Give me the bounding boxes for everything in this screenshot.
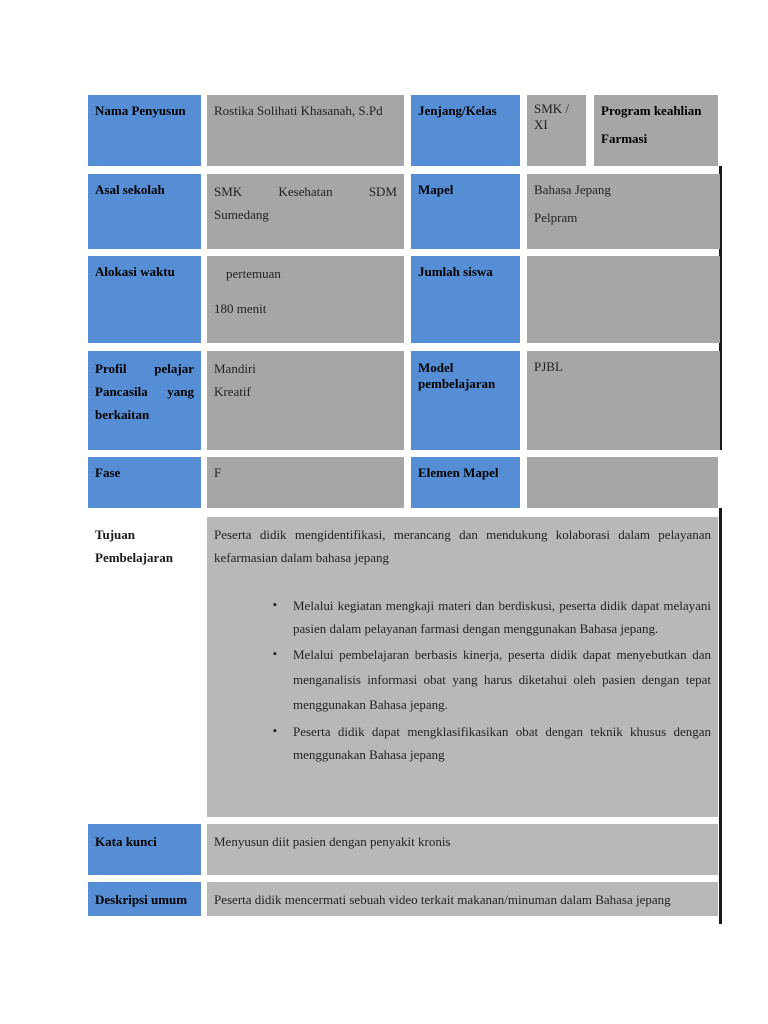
asal-sekolah-line1: SMK Kesehatan SDM [214, 184, 397, 199]
fase-label: Fase [88, 457, 201, 508]
profil-pelajar-value [207, 351, 404, 450]
jenjang-kelas-value: SMK / XI [527, 95, 586, 166]
tujuan-list [293, 594, 711, 766]
program-keahlian-value: Farmasi [601, 131, 648, 146]
tujuan-item-2: ▪ Melalui pembelajaran berbasis kinerja, peserta didik dapat menyebutkan dan menganalisis informasi obat yang harus diketahui oleh pasien dengan tepat menggunakan Bahasa jepang. [293, 642, 711, 717]
program-keahlian-cell [594, 95, 718, 166]
nama-penyusun-label: Nama Penyusun [88, 95, 201, 166]
tujuan-intro: Peserta didik mengidentifikasi, merancang dan mendukung kolaborasi dalam pelayanan kefarmasian dalam bahasa jepang [214, 527, 711, 565]
mapel-label: Mapel [411, 174, 520, 249]
profil-line2: Kreatif [214, 384, 251, 399]
fase-value: F [207, 457, 404, 508]
model-pembelajaran-value: PJBL [527, 351, 720, 450]
nama-penyusun-value: Rostika Solihati Khasanah, S.Pd [207, 95, 404, 166]
profil-line1: Mandiri [214, 361, 256, 376]
mapel-line1: Bahasa Jepang [534, 182, 611, 197]
elemen-mapel-label: Elemen Mapel [411, 457, 520, 508]
tujuan-value [207, 517, 718, 817]
asal-sekolah-line2: Sumedang [214, 207, 269, 222]
elemen-mapel-value [527, 457, 718, 508]
asal-sekolah-value [207, 174, 404, 249]
deskripsi-umum-value: Peserta didik mencermati sebuah video terkait makanan/minuman dalam Bahasa jepang [207, 882, 718, 916]
alokasi-waktu-value [207, 256, 404, 343]
jumlah-siswa-label: Jumlah siswa [411, 256, 520, 343]
tujuan-label-line2: Pembelajaran [95, 550, 173, 565]
right-border-bottom [719, 508, 722, 924]
mapel-value [527, 174, 720, 249]
alokasi-line1: pertemuan [226, 266, 281, 281]
program-keahlian-label: Program keahlian [601, 103, 702, 118]
tujuan-label [88, 517, 201, 817]
asal-sekolah-label: Asal sekolah [88, 174, 201, 249]
mapel-line2: Pelpram [534, 210, 578, 225]
profil-pelajar-label: Profil pelajar Pancasila yang berkaitan [88, 351, 201, 450]
kata-kunci-value: Menyusun diit pasien dengan penyakit kronis [207, 824, 718, 875]
alokasi-line2: 180 menit [214, 301, 267, 316]
deskripsi-umum-label: Deskripsi umum [88, 882, 201, 916]
alokasi-waktu-label: Alokasi waktu [88, 256, 201, 343]
kata-kunci-label: Kata kunci [88, 824, 201, 875]
tujuan-item-3: ▪ Peserta didik dapat mengklasifikasikan obat dengan teknik khusus dengan menggunakan Bahasa jepang [293, 720, 711, 766]
jenjang-kelas-label: Jenjang/Kelas [411, 95, 520, 166]
tujuan-label-line1: Tujuan [95, 527, 135, 542]
model-pembelajaran-label: Model pembelajaran [411, 351, 520, 450]
jumlah-siswa-value [527, 256, 720, 343]
tujuan-item-1: ▪ Melalui kegiatan mengkaji materi dan berdiskusi, peserta didik dapat melayani pasien dalam pelayanan farmasi dengan menggunakan Bahasa jepang. [293, 594, 711, 640]
